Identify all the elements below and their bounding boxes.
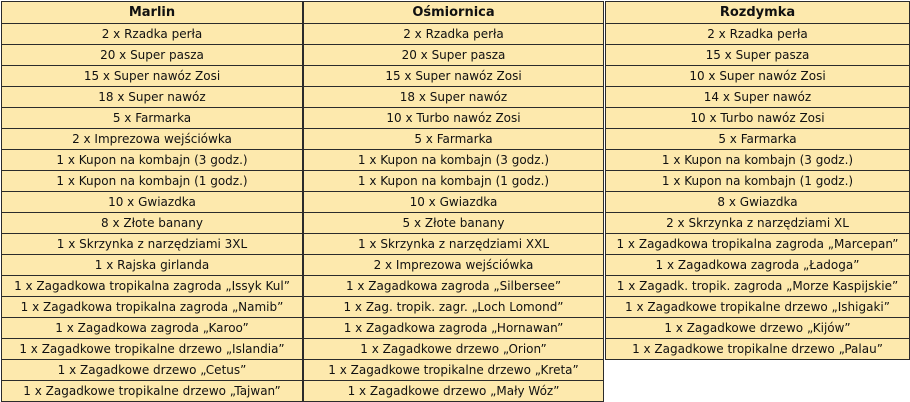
table-row (606, 24, 910, 45)
reward-cell: 2 x Rzadka perła (606, 24, 910, 45)
column-marlin (1, 1, 303, 402)
table-row (606, 192, 910, 213)
reward-cell: 8 x Gwiazdka (606, 192, 910, 213)
reward-cell: 10 x Turbo nawóz Zosi (606, 108, 910, 129)
table-row (2, 213, 303, 234)
reward-cell: 1 x Zagadkowa zagroda „Hornawan” (304, 318, 604, 339)
reward-cell: 1 x Zagadkowe tropikalne drzewo „Ishigaki” (606, 297, 910, 318)
table-row (606, 45, 910, 66)
table-row (304, 171, 604, 192)
table-row (2, 234, 303, 255)
reward-cell: 1 x Zagadkowa tropikalna zagroda „Namib” (2, 297, 303, 318)
table-row (2, 381, 303, 402)
reward-cell: 1 x Zagadkowa zagroda „Silbersee” (304, 276, 604, 297)
reward-cell: 5 x Farmarka (304, 129, 604, 150)
reward-cell: 2 x Rzadka perła (304, 24, 604, 45)
reward-cell: 10 x Gwiazdka (304, 192, 604, 213)
table-row (606, 87, 910, 108)
table-row (606, 234, 910, 255)
table-row (304, 360, 604, 381)
reward-cell: 2 x Imprezowa wejściówka (2, 129, 303, 150)
reward-cell: 1 x Zagadkowa zagroda „Karoo” (2, 318, 303, 339)
table-row (304, 318, 604, 339)
reward-cell: 1 x Kupon na kombajn (3 godz.) (304, 150, 604, 171)
table-row (2, 66, 303, 87)
reward-cell: 1 x Skrzynka z narzędziami XXL (304, 234, 604, 255)
reward-cell: 15 x Super pasza (606, 45, 910, 66)
table-row (304, 45, 604, 66)
reward-cell: 2 x Skrzynka z narzędziami XL (606, 213, 910, 234)
reward-cell: 8 x Złote banany (2, 213, 303, 234)
table-row (2, 171, 303, 192)
table-row (606, 213, 910, 234)
reward-cell: 5 x Złote banany (304, 213, 604, 234)
reward-cell: 14 x Super nawóz (606, 87, 910, 108)
reward-cell: 20 x Super pasza (304, 45, 604, 66)
table-row (304, 213, 604, 234)
reward-cell: 1 x Rajska girlanda (2, 255, 303, 276)
reward-cell: 20 x Super pasza (2, 45, 303, 66)
column-osmiornica (303, 1, 604, 402)
table-row (2, 276, 303, 297)
table-row (606, 66, 910, 87)
table-row (304, 381, 604, 402)
reward-cell: 1 x Zagadkowa tropikalna zagroda „Marcepan” (606, 234, 910, 255)
table-row (304, 150, 604, 171)
rewards-table (303, 1, 604, 402)
reward-cell: 1 x Zagadkowe drzewo „Orion” (304, 339, 604, 360)
table-row (2, 45, 303, 66)
reward-cell: 1 x Zagadkowa zagroda „Ładoga” (606, 255, 910, 276)
reward-cell: 2 x Imprezowa wejściówka (304, 255, 604, 276)
table-row (304, 129, 604, 150)
reward-cell: 1 x Kupon na kombajn (1 godz.) (2, 171, 303, 192)
table-row (304, 234, 604, 255)
table-row (304, 255, 604, 276)
rows-marlin (2, 24, 303, 402)
reward-cell: 1 x Zagadk. tropik. zagroda „Morze Kaspijskie” (606, 276, 910, 297)
table-row (2, 318, 303, 339)
table-row (606, 276, 910, 297)
rewards-table (1, 1, 303, 402)
reward-cell: 1 x Zagadkowe tropikalne drzewo „Islandia” (2, 339, 303, 360)
table-row (606, 171, 910, 192)
column-header: Marlin (2, 2, 303, 24)
reward-cell: 1 x Zagadkowe drzewo „Kijów” (606, 318, 910, 339)
table-row (606, 129, 910, 150)
rows-rozdymka (606, 24, 910, 360)
reward-cell: 1 x Kupon na kombajn (1 godz.) (606, 171, 910, 192)
table-row (606, 255, 910, 276)
reward-cell: 1 x Zagadkowe tropikalne drzewo „Palau” (606, 339, 910, 360)
table-row (2, 24, 303, 45)
reward-cell: 1 x Zagadkowa tropikalna zagroda „Issyk Kul” (2, 276, 303, 297)
table-row (606, 339, 910, 360)
reward-cell: 15 x Super nawóz Zosi (304, 66, 604, 87)
table-row (304, 66, 604, 87)
reward-cell: 5 x Farmarka (2, 108, 303, 129)
reward-cell: 1 x Kupon na kombajn (3 godz.) (2, 150, 303, 171)
table-row (606, 108, 910, 129)
column-rozdymka (605, 1, 910, 360)
table-row (304, 297, 604, 318)
reward-cell: 1 x Zag. tropik. zagr. „Loch Lomond” (304, 297, 604, 318)
table-row (606, 318, 910, 339)
table-row (2, 87, 303, 108)
table-row (2, 150, 303, 171)
reward-cell: 15 x Super nawóz Zosi (2, 66, 303, 87)
reward-cell: 10 x Turbo nawóz Zosi (304, 108, 604, 129)
table-row (2, 108, 303, 129)
table-row (304, 87, 604, 108)
table-row (304, 276, 604, 297)
reward-cell: 1 x Skrzynka z narzędziami 3XL (2, 234, 303, 255)
table-row (304, 339, 604, 360)
table-row (2, 255, 303, 276)
table-row (2, 339, 303, 360)
rewards-table (605, 1, 910, 360)
reward-cell: 10 x Super nawóz Zosi (606, 66, 910, 87)
table-row (2, 192, 303, 213)
reward-cell: 18 x Super nawóz (304, 87, 604, 108)
table-row (606, 150, 910, 171)
reward-cell: 1 x Kupon na kombajn (1 godz.) (304, 171, 604, 192)
table-row (606, 297, 910, 318)
table-row (2, 129, 303, 150)
reward-cell: 1 x Zagadkowe drzewo „Mały Wóz” (304, 381, 604, 402)
reward-cell: 1 x Kupon na kombajn (3 godz.) (606, 150, 910, 171)
table-row (304, 108, 604, 129)
reward-cell: 5 x Farmarka (606, 129, 910, 150)
reward-cell: 2 x Rzadka perła (2, 24, 303, 45)
reward-cell: 1 x Zagadkowe tropikalne drzewo „Tajwan” (2, 381, 303, 402)
reward-cell: 1 x Zagadkowe drzewo „Cetus” (2, 360, 303, 381)
table-row (304, 24, 604, 45)
table-row (2, 297, 303, 318)
table-row (2, 360, 303, 381)
column-header: Rozdymka (606, 2, 910, 24)
column-header: Ośmiornica (304, 2, 604, 24)
reward-cell: 1 x Zagadkowe tropikalne drzewo „Kreta” (304, 360, 604, 381)
reward-cell: 18 x Super nawóz (2, 87, 303, 108)
reward-cell: 10 x Gwiazdka (2, 192, 303, 213)
rows-osmiornica (304, 24, 604, 402)
table-row (304, 192, 604, 213)
